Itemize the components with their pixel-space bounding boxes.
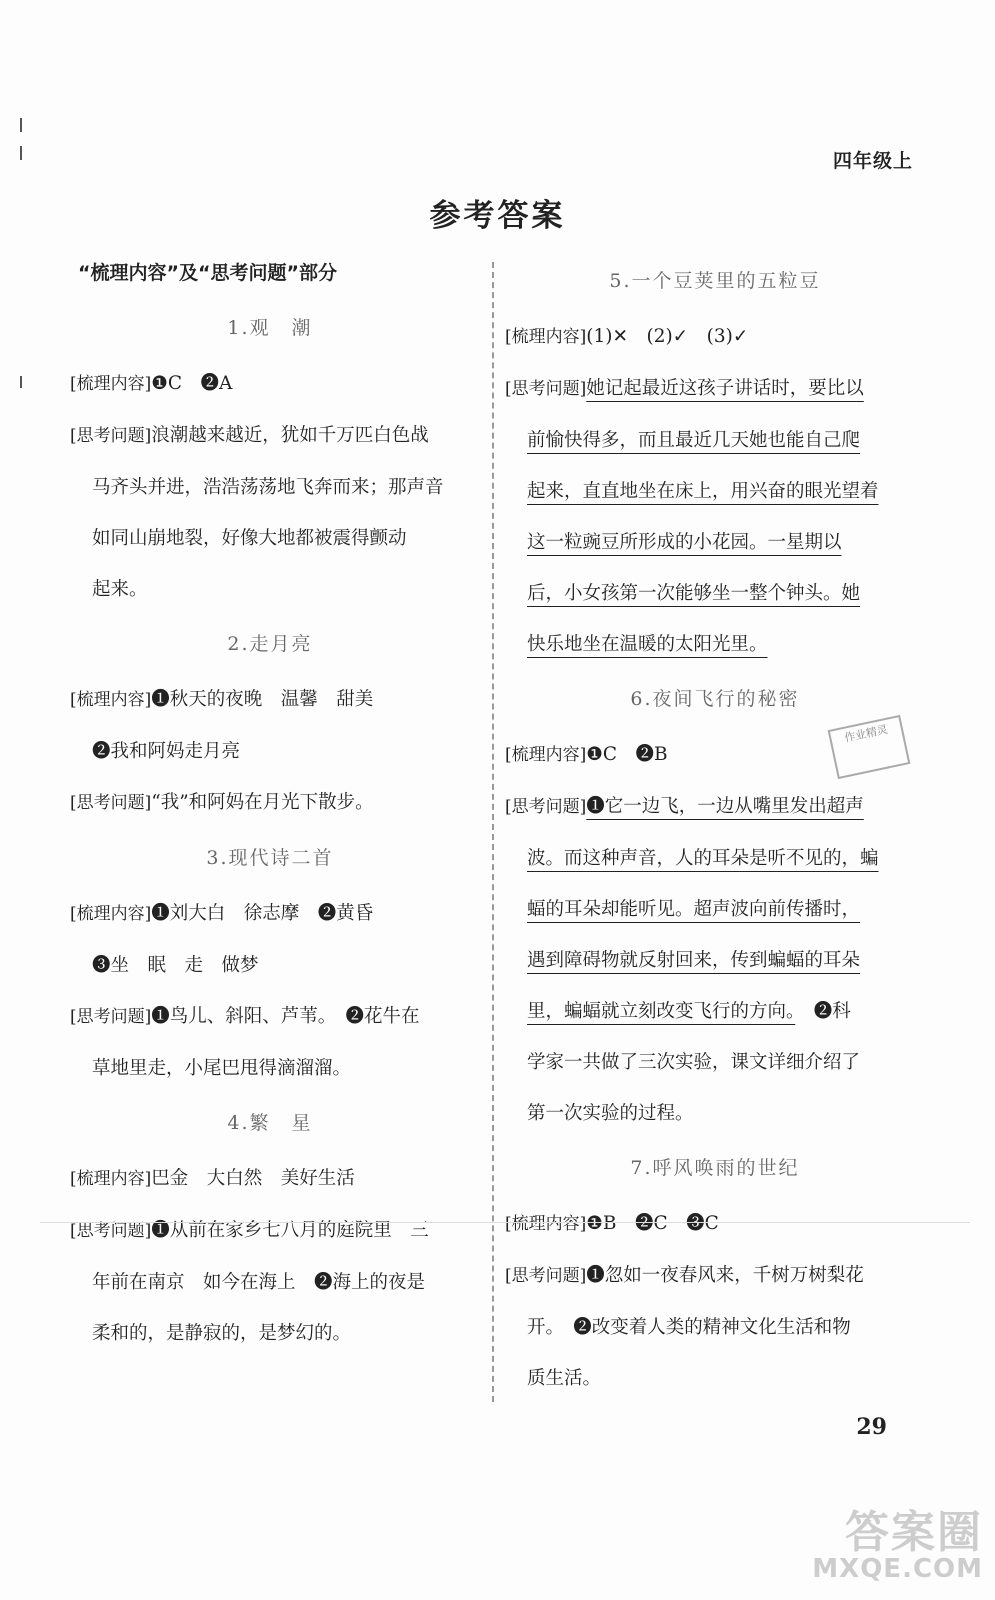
watermark-sub: MXQE.COM	[812, 1554, 983, 1584]
think-question	[505, 1250, 925, 1302]
think-tag: [思考问题]	[70, 426, 152, 446]
margin-mark	[20, 118, 22, 132]
think-line: 这一粒豌豆所形成的小花园。一星期以	[527, 532, 842, 553]
think-line: 马齐头并进，浩浩荡荡地飞奔而来；那声音	[92, 477, 444, 498]
think-line: ❶从前在家乡七八月的庭院里 三	[151, 1220, 429, 1241]
sort-answer: ❶C ❷A	[151, 373, 233, 394]
think-question	[70, 991, 470, 1043]
think-line: 柔和的，是静寂的，是梦幻的。	[92, 1323, 352, 1344]
sort-content	[70, 1153, 470, 1205]
think-tag: [思考问题]	[70, 1221, 152, 1241]
think-line: 质生活。	[527, 1368, 602, 1389]
think-question	[505, 363, 925, 415]
think-tag: [思考问题]	[505, 797, 587, 817]
think-line: 她记起最近这孩子讲话时，要比以	[586, 378, 864, 399]
think-line: 年前在南京 如今在海上 ❷海上的夜是	[92, 1272, 426, 1293]
think-line: ❶鸟儿、斜阳、芦苇。 ❷花牛在	[151, 1006, 420, 1027]
think-line: 蝠的耳朵却能听见。超声波向前传播时，	[527, 899, 861, 920]
think-line: 起来，直直地坐在床上，用兴奋的眼光望着	[527, 481, 879, 502]
scan-line	[40, 1222, 970, 1223]
sort-tag: [梳理内容]	[70, 690, 152, 710]
think-line: ❶忽如一夜春风来，千树万树梨花	[586, 1265, 864, 1286]
think-line: 后，小女孩第一次能够坐一整个钟头。她	[527, 583, 861, 604]
sort-tag: [梳理内容]	[70, 1169, 152, 1189]
think-line: 第一次实验的过程。	[527, 1103, 694, 1124]
think-line: 里，蝙蝠就立刻改变飞行的方向。	[527, 1001, 796, 1022]
think-question	[70, 1205, 470, 1257]
section-heading: “梳理内容”及“思考问题”部分	[78, 262, 337, 284]
think-line: ❶它一边飞，一边从嘴里发出超声	[586, 796, 864, 817]
sort-answer: ❶C ❷B	[586, 744, 668, 765]
stamp-icon: 作业精灵	[828, 715, 911, 779]
margin-mark	[20, 376, 22, 388]
think-line: 波。而这种声音，人的耳朵是听不见的，蝙	[527, 848, 879, 869]
lesson-title: 7.呼风唤雨的世纪	[630, 1157, 800, 1179]
sort-content	[505, 311, 925, 363]
think-line: 如同山崩地裂，好像大地都被震得颤动	[92, 528, 407, 549]
left-column	[70, 252, 470, 1359]
think-question	[70, 410, 470, 462]
sort-content	[505, 1198, 925, 1250]
sort-answer: ❸坐 眠 走 做梦	[92, 955, 259, 976]
sort-content	[70, 674, 470, 726]
lesson-title: 6.夜间飞行的秘密	[630, 688, 800, 710]
think-line: 开。 ❷改变着人类的精神文化生活和物	[527, 1317, 851, 1338]
sort-tag: [梳理内容]	[70, 904, 152, 924]
think-line: ❷科	[795, 1001, 851, 1022]
margin-mark	[20, 146, 22, 160]
sort-tag: [梳理内容]	[70, 374, 152, 394]
sort-answer: ❶刘大白 徐志摩 ❷黄昏	[151, 903, 374, 924]
think-tag: [思考问题]	[70, 793, 152, 813]
page-title: 参考答案	[429, 198, 566, 234]
sort-answer: ❶秋天的夜晚 温馨 甜美	[151, 689, 374, 710]
think-tag: [思考问题]	[505, 379, 587, 399]
lesson-title: 2.走月亮	[227, 633, 313, 655]
lesson-title: 1.观 潮	[227, 317, 313, 339]
watermark-main: 答案圈	[845, 1507, 983, 1558]
sort-answer: ❷我和阿妈走月亮	[92, 741, 241, 762]
think-line: 起来。	[92, 579, 148, 600]
think-line: 学家一共做了三次实验，课文详细介绍了	[527, 1052, 861, 1073]
think-line: 快乐地坐在温暖的太阳光里。	[527, 634, 768, 655]
think-line: 草地里走，小尾巴甩得滴溜溜。	[92, 1058, 352, 1079]
think-line: 浪潮越来越近，犹如千万匹白色战	[151, 425, 429, 446]
sort-tag: [梳理内容]	[505, 327, 587, 347]
page-number: 29	[856, 1414, 887, 1440]
sort-content	[70, 358, 470, 410]
watermark	[812, 1496, 983, 1584]
sort-answer: ❶B ❷C ❸C	[586, 1213, 719, 1234]
think-question	[505, 781, 925, 833]
think-line: 遇到障碍物就反射回来，传到蝙蝠的耳朵	[527, 950, 861, 971]
think-question	[70, 777, 470, 829]
think-tag: [思考问题]	[505, 1266, 587, 1286]
grade-label: 四年级上	[832, 150, 913, 172]
think-answer: “我”和阿妈在月光下散步。	[151, 792, 374, 813]
think-tag: [思考问题]	[70, 1007, 152, 1027]
think-line: 前愉快得多，而且最近几天她也能自己爬	[527, 430, 861, 451]
sort-tag: [梳理内容]	[505, 1214, 587, 1234]
lesson-title: 5.一个豆荚里的五粒豆	[609, 270, 821, 292]
right-column	[505, 252, 925, 1404]
sort-content	[70, 888, 470, 940]
sort-answer: (1)✕ (2)✓ (3)✓	[586, 326, 749, 347]
lesson-title: 4.繁 星	[227, 1112, 313, 1134]
column-divider	[492, 262, 494, 1402]
sort-answer: 巴金 大白然 美好生活	[151, 1168, 355, 1189]
lesson-title: 3.现代诗二首	[206, 847, 334, 869]
sort-tag: [梳理内容]	[505, 745, 587, 765]
